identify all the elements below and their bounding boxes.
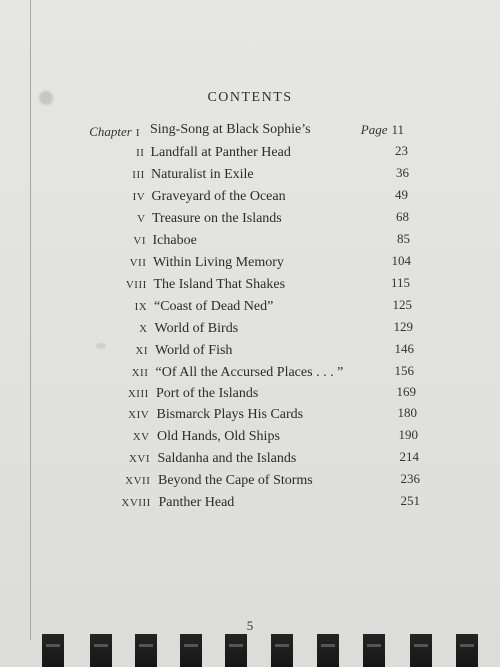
page-number: 23 bbox=[395, 143, 408, 158]
chapter-title: Naturalist in Exile bbox=[151, 167, 254, 182]
chapter-numeral: XVIII bbox=[121, 497, 151, 509]
chapter-numeral: XIV bbox=[128, 409, 150, 421]
chapter-numeral: VII bbox=[129, 257, 147, 269]
chapter-title: Panther Head bbox=[158, 495, 235, 510]
chapter-title: Graveyard of the Ocean bbox=[151, 189, 286, 204]
chapter-label: Chapter bbox=[89, 124, 132, 139]
toc-entry bbox=[0, 343, 500, 363]
spiral-binding bbox=[0, 634, 500, 667]
chapter-numeral: XV bbox=[132, 431, 150, 443]
chapter-numeral: IV bbox=[132, 191, 146, 203]
chapter-numeral: IX bbox=[134, 301, 148, 313]
toc-entry bbox=[0, 233, 500, 253]
chapter-title: Bismarck Plays His Cards bbox=[156, 407, 304, 422]
page-number: 180 bbox=[397, 405, 417, 420]
page-number: 146 bbox=[394, 341, 414, 356]
chapter-title: Saldanha and the Islands bbox=[157, 451, 297, 466]
page-number: 68 bbox=[396, 209, 409, 224]
toc-entry bbox=[0, 145, 500, 165]
chapter-numeral bbox=[78, 124, 140, 140]
chapter-title: The Island That Shakes bbox=[153, 277, 286, 292]
chapter-title: “Of All the Accursed Places . . . ” bbox=[155, 365, 344, 380]
chapter-numeral: II bbox=[136, 147, 145, 159]
page-number: 36 bbox=[396, 165, 409, 180]
page-number: 115 bbox=[390, 275, 410, 290]
toc-entry bbox=[0, 277, 500, 297]
page-number bbox=[344, 122, 404, 138]
toc-entry bbox=[0, 211, 500, 231]
chapter-numeral: VIII bbox=[125, 279, 147, 291]
binding-coil bbox=[410, 634, 432, 667]
page-number: 49 bbox=[395, 187, 408, 202]
chapter-title: Old Hands, Old Ships bbox=[157, 429, 280, 444]
page-number: 85 bbox=[397, 231, 410, 246]
toc-entry bbox=[0, 299, 500, 319]
toc-entry bbox=[0, 365, 500, 385]
chapter-title: Within Living Memory bbox=[153, 255, 284, 270]
binding-coil bbox=[90, 634, 112, 667]
chapter-title: Treasure on the Islands bbox=[152, 211, 282, 226]
chapter-title: World of Fish bbox=[155, 343, 233, 358]
toc-entry bbox=[0, 321, 500, 341]
page-label: Page bbox=[360, 122, 388, 137]
binding-coil bbox=[363, 634, 385, 667]
toc-entry bbox=[0, 473, 500, 493]
chapter-numeral: VI bbox=[133, 235, 146, 247]
page-number: 214 bbox=[399, 449, 419, 464]
toc-entry bbox=[0, 429, 500, 449]
chapter-title: “Coast of Dead Ned” bbox=[154, 299, 274, 314]
binding-coil bbox=[180, 634, 202, 667]
toc-entry bbox=[0, 495, 500, 515]
toc-entry bbox=[0, 167, 500, 187]
binding-coil bbox=[135, 634, 157, 667]
page-number: 156 bbox=[394, 363, 414, 378]
page-number: 125 bbox=[392, 297, 412, 312]
page-number: 190 bbox=[398, 427, 418, 442]
chapter-title: Sing-Song at Black Sophie’s bbox=[150, 122, 311, 137]
chapter-title: Ichaboe bbox=[152, 233, 197, 248]
binding-coil bbox=[42, 634, 64, 667]
binding-coil bbox=[456, 634, 478, 667]
page-number: 251 bbox=[400, 493, 420, 508]
chapter-numeral: XI bbox=[135, 345, 148, 357]
page-folio: 5 bbox=[246, 618, 254, 633]
chapter-numeral: XII bbox=[131, 367, 149, 379]
page-number: 104 bbox=[391, 253, 411, 268]
binding-coil bbox=[317, 634, 339, 667]
chapter-numeral-text: I bbox=[135, 127, 140, 139]
chapter-numeral: V bbox=[137, 213, 146, 225]
page-number-text: 11 bbox=[391, 122, 404, 137]
chapter-numeral: XVII bbox=[125, 475, 151, 487]
toc-entry bbox=[0, 451, 500, 471]
chapter-numeral: XIII bbox=[127, 388, 149, 400]
chapter-numeral: X bbox=[139, 323, 148, 335]
chapter-numeral: III bbox=[132, 169, 145, 181]
toc-entry bbox=[0, 407, 500, 427]
chapter-title: Beyond the Cape of Storms bbox=[158, 473, 313, 488]
toc-entry bbox=[0, 189, 500, 209]
page-number: 129 bbox=[393, 319, 413, 334]
page-number: 236 bbox=[400, 471, 420, 486]
chapter-title: World of Birds bbox=[154, 321, 239, 336]
chapter-title: Landfall at Panther Head bbox=[150, 145, 291, 160]
toc-entry bbox=[0, 255, 500, 275]
binding-coil bbox=[271, 634, 293, 667]
toc-entry bbox=[0, 386, 500, 406]
binding-coil bbox=[225, 634, 247, 667]
chapter-numeral: XVI bbox=[128, 453, 150, 465]
page-number: 169 bbox=[396, 384, 416, 399]
toc-entry bbox=[0, 122, 500, 142]
chapter-title: Port of the Islands bbox=[156, 386, 259, 401]
contents-heading: CONTENTS bbox=[207, 90, 293, 105]
